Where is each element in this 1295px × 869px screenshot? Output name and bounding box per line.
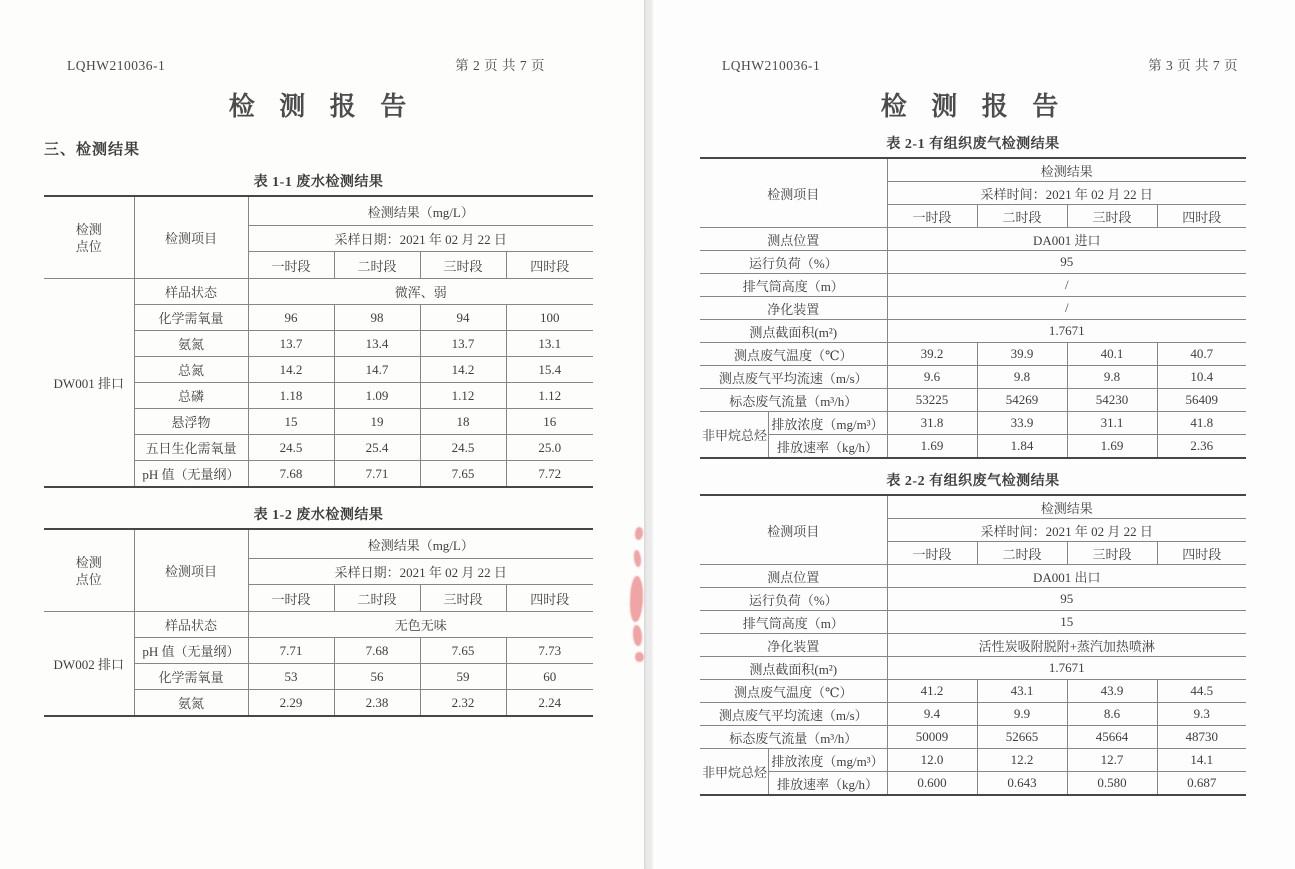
- header-item: 检测项目: [700, 495, 887, 565]
- label-cell: 测点废气平均流速（m/s）: [700, 366, 887, 389]
- table-row: [700, 274, 1246, 297]
- value-cell: 41.8: [1157, 412, 1246, 435]
- header-period: 三时段: [420, 252, 506, 279]
- value-cell: 15: [248, 409, 334, 435]
- item-cell: 五日生化需氧量: [134, 435, 248, 461]
- table-row: [700, 772, 1246, 796]
- item-cell: 样品状态: [134, 612, 248, 638]
- label-cell: 测点位置: [700, 565, 887, 588]
- label-cell: 测点废气温度（℃）: [700, 680, 887, 703]
- table-row: [700, 412, 1246, 435]
- item-cell: 化学需氧量: [134, 664, 248, 690]
- value-cell: 7.71: [248, 638, 334, 664]
- value-cell: 40.7: [1157, 343, 1246, 366]
- value-cell: 1.69: [887, 435, 977, 459]
- value-cell: 0.580: [1067, 772, 1157, 796]
- header-period: 一时段: [887, 542, 977, 565]
- value-cell: 53: [248, 664, 334, 690]
- value-cell: 48730: [1157, 726, 1246, 749]
- table-row: [700, 158, 1246, 182]
- value-cell: 9.8: [977, 366, 1067, 389]
- page-number-info: 第 3 页 共 7 页: [1148, 58, 1238, 73]
- value-cell: 14.2: [248, 357, 334, 383]
- value-cell: 15.4: [506, 357, 593, 383]
- value-cell: 40.1: [1067, 343, 1157, 366]
- value-cell: 41.2: [887, 680, 977, 703]
- value-cell: 7.65: [420, 638, 506, 664]
- site-cell: DW002 排口: [44, 612, 134, 717]
- value-cell: 0.687: [1157, 772, 1246, 796]
- span-value-cell: 95: [887, 251, 1246, 274]
- header-result: 检测结果: [887, 495, 1246, 519]
- site-cell: DW001 排口: [44, 279, 134, 488]
- label-cell: 净化装置: [700, 297, 887, 320]
- table-1-2-caption: 表 1-2 废水检测结果: [253, 508, 384, 523]
- sub-label-cell: 排放速率（kg/h）: [768, 435, 887, 459]
- value-cell: 9.3: [1157, 703, 1246, 726]
- value-cell: 59: [420, 664, 506, 690]
- value-cell: 2.32: [420, 690, 506, 717]
- table-row: [44, 612, 593, 638]
- span-value-cell: 95: [887, 588, 1246, 611]
- value-cell: 31.8: [887, 412, 977, 435]
- value-cell: 1.18: [248, 383, 334, 409]
- item-cell: 总磷: [134, 383, 248, 409]
- sub-label-cell: 排放浓度（mg/m³）: [768, 412, 887, 435]
- value-cell: 24.5: [420, 435, 506, 461]
- value-cell: 9.4: [887, 703, 977, 726]
- value-cell: 14.2: [420, 357, 506, 383]
- value-cell: 14.7: [334, 357, 420, 383]
- header-period: 三时段: [1067, 542, 1157, 565]
- span-value-cell: 微浑、弱: [248, 279, 593, 305]
- span-value-cell: 1.7671: [887, 657, 1246, 680]
- span-value-cell: /: [887, 274, 1246, 297]
- header-period: 四时段: [1157, 542, 1246, 565]
- item-cell: 样品状态: [134, 279, 248, 305]
- header-date: 采样时间：2021 年 02 月 22 日: [887, 182, 1246, 205]
- table-row: [700, 343, 1246, 366]
- item-cell: pH 值（无量纲）: [134, 638, 248, 664]
- table-row: [700, 680, 1246, 703]
- header-item: 检测项目: [134, 196, 248, 279]
- value-cell: 54269: [977, 389, 1067, 412]
- label-cell: 净化装置: [700, 634, 887, 657]
- value-cell: 14.1: [1157, 749, 1246, 772]
- value-cell: 12.0: [887, 749, 977, 772]
- value-cell: 25.4: [334, 435, 420, 461]
- value-cell: 25.0: [506, 435, 593, 461]
- value-cell: 98: [334, 305, 420, 331]
- wastewater-table-1-1: [44, 195, 593, 488]
- table-row: [700, 297, 1246, 320]
- item-cell: 氨氮: [134, 690, 248, 717]
- value-cell: 50009: [887, 726, 977, 749]
- value-cell: 1.69: [1067, 435, 1157, 459]
- header-point: 检测 点位: [44, 196, 134, 279]
- header-period: 一时段: [248, 585, 334, 612]
- value-cell: 56409: [1157, 389, 1246, 412]
- red-ink-mark: [634, 527, 644, 541]
- value-cell: 96: [248, 305, 334, 331]
- value-cell: 7.71: [334, 461, 420, 488]
- value-cell: 12.7: [1067, 749, 1157, 772]
- header-result: 检测结果: [887, 158, 1246, 182]
- table-row: [44, 196, 593, 226]
- span-value-cell: 1.7671: [887, 320, 1246, 343]
- gas-table-2-2: [700, 494, 1246, 796]
- value-cell: 9.9: [977, 703, 1067, 726]
- gas-table-2-1: [700, 157, 1246, 459]
- span-value-cell: 15: [887, 611, 1246, 634]
- red-ink-mark: [635, 652, 644, 662]
- value-cell: 7.68: [248, 461, 334, 488]
- value-cell: 45664: [1067, 726, 1157, 749]
- value-cell: 13.1: [506, 331, 593, 357]
- sub-label-cell: 排放浓度（mg/m³）: [768, 749, 887, 772]
- item-cell: 化学需氧量: [134, 305, 248, 331]
- value-cell: 39.2: [887, 343, 977, 366]
- header-period: 四时段: [506, 585, 593, 612]
- label-cell: 标态废气流量（m³/h）: [700, 726, 887, 749]
- value-cell: 1.12: [420, 383, 506, 409]
- value-cell: 2.29: [248, 690, 334, 717]
- report-page-3: [653, 0, 1295, 869]
- value-cell: 2.38: [334, 690, 420, 717]
- table-row: [44, 279, 593, 305]
- header-period: 二时段: [334, 252, 420, 279]
- value-cell: 19: [334, 409, 420, 435]
- report-number: LQHW210036-1: [67, 58, 166, 73]
- header-date: 采样日期：2021 年 02 月 22 日: [248, 226, 593, 252]
- header-item: 检测项目: [134, 529, 248, 612]
- table-1-1-caption: 表 1-1 废水检测结果: [253, 175, 384, 190]
- label-cell: 排气筒高度（m）: [700, 611, 887, 634]
- value-cell: 7.72: [506, 461, 593, 488]
- value-cell: 52665: [977, 726, 1067, 749]
- header-period: 一时段: [248, 252, 334, 279]
- header-point: 检测 点位: [44, 529, 134, 612]
- table-row: [700, 320, 1246, 343]
- value-cell: 7.68: [334, 638, 420, 664]
- span-value-cell: 活性炭吸附脱附+蒸汽加热喷淋: [887, 634, 1246, 657]
- header-period: 四时段: [506, 252, 593, 279]
- group-label-cell: 非甲烷总烃: [700, 412, 768, 459]
- label-cell: 排气筒高度（m）: [700, 274, 887, 297]
- span-value-cell: DA001 进口: [887, 228, 1246, 251]
- value-cell: 9.8: [1067, 366, 1157, 389]
- value-cell: 2.36: [1157, 435, 1246, 459]
- value-cell: 94: [420, 305, 506, 331]
- table-row: [700, 634, 1246, 657]
- header-period: 三时段: [420, 585, 506, 612]
- value-cell: 53225: [887, 389, 977, 412]
- value-cell: 7.65: [420, 461, 506, 488]
- label-cell: 测点截面积(m²): [700, 320, 887, 343]
- table-row: [700, 657, 1246, 680]
- table-2-2-caption: 表 2-2 有组织废气检测结果: [886, 474, 1060, 489]
- value-cell: 18: [420, 409, 506, 435]
- header-item: 检测项目: [700, 158, 887, 228]
- span-value-cell: 无色无味: [248, 612, 593, 638]
- table-row: [700, 588, 1246, 611]
- page-header: [722, 54, 1238, 74]
- value-cell: 100: [506, 305, 593, 331]
- table-row: [700, 251, 1246, 274]
- report-page-2: [0, 0, 644, 869]
- value-cell: 1.84: [977, 435, 1067, 459]
- header-period: 二时段: [977, 205, 1067, 228]
- value-cell: 13.7: [420, 331, 506, 357]
- red-ink-marks: [628, 524, 650, 669]
- header-period: 四时段: [1157, 205, 1246, 228]
- value-cell: 7.73: [506, 638, 593, 664]
- value-cell: 1.12: [506, 383, 593, 409]
- section-heading: 三、检测结果: [44, 142, 141, 158]
- span-value-cell: /: [887, 297, 1246, 320]
- value-cell: 1.09: [334, 383, 420, 409]
- report-number: LQHW210036-1: [722, 58, 821, 73]
- label-cell: 运行负荷（%）: [700, 588, 887, 611]
- span-value-cell: DA001 出口: [887, 565, 1246, 588]
- red-ink-mark: [633, 550, 642, 568]
- table-row: [700, 435, 1246, 459]
- value-cell: 43.9: [1067, 680, 1157, 703]
- item-cell: 总氮: [134, 357, 248, 383]
- table-row: [700, 703, 1246, 726]
- item-cell: 氨氮: [134, 331, 248, 357]
- value-cell: 12.2: [977, 749, 1067, 772]
- table-row: [700, 749, 1246, 772]
- value-cell: 44.5: [1157, 680, 1246, 703]
- value-cell: 2.24: [506, 690, 593, 717]
- table-row: [700, 366, 1246, 389]
- item-cell: 悬浮物: [134, 409, 248, 435]
- value-cell: 56: [334, 664, 420, 690]
- value-cell: 39.9: [977, 343, 1067, 366]
- header-date: 采样时间：2021 年 02 月 22 日: [887, 519, 1246, 542]
- header-period: 二时段: [334, 585, 420, 612]
- report-title: 检 测 报 告: [880, 92, 1068, 121]
- value-cell: 43.1: [977, 680, 1067, 703]
- page-gutter: [644, 0, 653, 869]
- label-cell: 测点废气平均流速（m/s）: [700, 703, 887, 726]
- table-row: [700, 611, 1246, 634]
- red-ink-mark: [632, 625, 642, 647]
- label-cell: 运行负荷（%）: [700, 251, 887, 274]
- header-result: 检测结果（mg/L）: [248, 196, 593, 226]
- value-cell: 0.600: [887, 772, 977, 796]
- table-row: [700, 389, 1246, 412]
- value-cell: 13.7: [248, 331, 334, 357]
- item-cell: pH 值（无量纲）: [134, 461, 248, 488]
- value-cell: 31.1: [1067, 412, 1157, 435]
- value-cell: 33.9: [977, 412, 1067, 435]
- page-number-info: 第 2 页 共 7 页: [455, 58, 545, 73]
- value-cell: 60: [506, 664, 593, 690]
- value-cell: 24.5: [248, 435, 334, 461]
- value-cell: 9.6: [887, 366, 977, 389]
- header-date: 采样日期：2021 年 02 月 22 日: [248, 559, 593, 585]
- table-row: [700, 726, 1246, 749]
- label-cell: 测点废气温度（℃）: [700, 343, 887, 366]
- value-cell: 16: [506, 409, 593, 435]
- label-cell: 测点截面积(m²): [700, 657, 887, 680]
- table-row: [700, 495, 1246, 519]
- page-header: [67, 54, 545, 74]
- table-row: [700, 565, 1246, 588]
- header-period: 二时段: [977, 542, 1067, 565]
- table-row: [44, 529, 593, 559]
- label-cell: 标态废气流量（m³/h）: [700, 389, 887, 412]
- report-title: 检 测 报 告: [228, 92, 416, 121]
- value-cell: 10.4: [1157, 366, 1246, 389]
- header-period: 三时段: [1067, 205, 1157, 228]
- table-2-1-caption: 表 2-1 有组织废气检测结果: [886, 137, 1060, 152]
- value-cell: 0.643: [977, 772, 1067, 796]
- group-label-cell: 非甲烷总烃: [700, 749, 768, 796]
- wastewater-table-1-2: [44, 528, 593, 717]
- table-row: [700, 228, 1246, 251]
- red-ink-mark: [629, 576, 644, 623]
- value-cell: 54230: [1067, 389, 1157, 412]
- header-result: 检测结果（mg/L）: [248, 529, 593, 559]
- header-period: 一时段: [887, 205, 977, 228]
- value-cell: 13.4: [334, 331, 420, 357]
- value-cell: 8.6: [1067, 703, 1157, 726]
- label-cell: 测点位置: [700, 228, 887, 251]
- sub-label-cell: 排放速率（kg/h）: [768, 772, 887, 796]
